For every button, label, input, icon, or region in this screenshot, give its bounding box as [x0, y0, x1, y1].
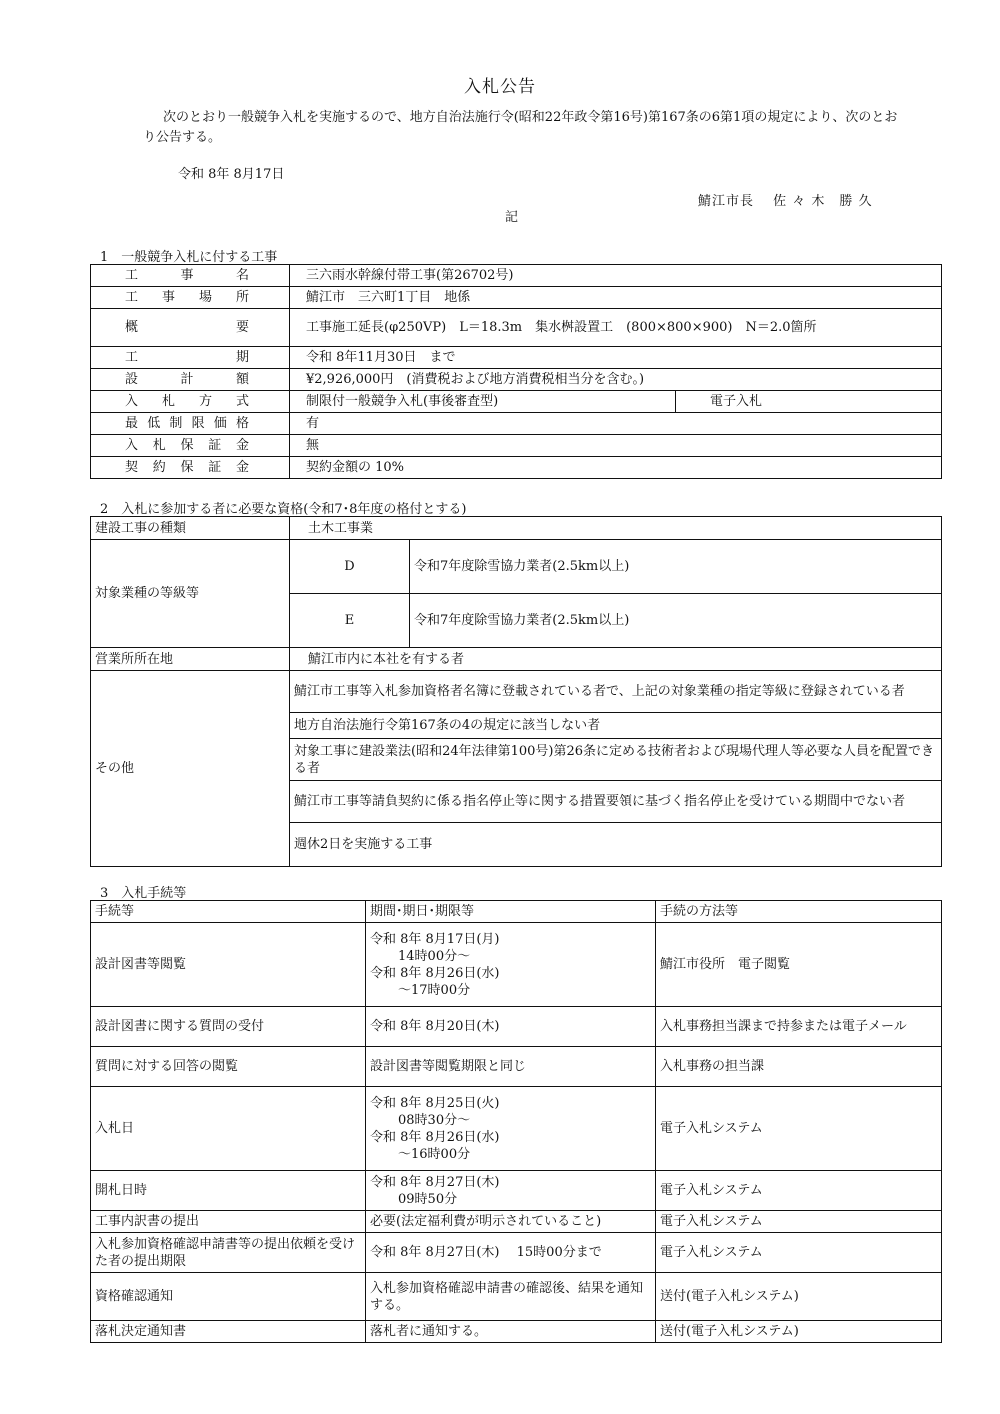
method-cell: 電子入札システム: [656, 1233, 942, 1273]
section1-row-value: 無: [290, 435, 942, 457]
period-line: 令和 8年 8月17日(月): [370, 931, 500, 947]
section1-row-value: ¥2,926,000円 (消費税および地方消費税相当分を含む。): [290, 369, 942, 391]
period-line: 令和 8年 8月20日(木): [370, 1019, 500, 1034]
grade-e: E: [290, 594, 410, 648]
label-char: 工: [125, 290, 139, 305]
label-char: 低: [147, 416, 161, 431]
table-row: [91, 923, 942, 1007]
label-char: 契: [125, 460, 139, 475]
label-char: 設: [125, 372, 139, 387]
period-line: 令和 8年 8月26日(水): [370, 1129, 500, 1145]
section1-row-value: 工事施工延長(φ250VP) L＝18.3m 集水桝設置工 (800×800×900) N＝2.0箇所: [290, 309, 942, 347]
section3-table: [90, 900, 942, 1343]
label-char: 入: [125, 438, 139, 453]
table-row: [91, 1211, 942, 1233]
label-char: 計: [180, 372, 194, 387]
section1-row-label: [91, 287, 290, 309]
type-value: 土木工事業: [290, 517, 942, 540]
section1-row-value: 三六雨水幹線付帯工事(第26702号): [290, 265, 942, 287]
period-line: 令和 8年 8月26日(水): [370, 965, 500, 981]
period-line: 設計図書等閲覧期限と同じ: [370, 1059, 527, 1074]
period-line: 令和 8年 8月27日(木): [370, 1174, 500, 1190]
period-line: 必要(法定福利費が明示されていること): [370, 1214, 602, 1229]
other-label: その他: [91, 671, 290, 867]
label-char: 事: [161, 290, 175, 305]
label-char: 保: [180, 438, 194, 453]
procedure-cell: 工事内訳書の提出: [91, 1211, 366, 1233]
section1-row-label: [91, 457, 290, 479]
table-row: [91, 1047, 942, 1087]
procedure-cell: 資格確認通知: [91, 1273, 366, 1321]
section1-row-label: [91, 413, 290, 435]
section1-row-label: [91, 265, 290, 287]
label-char: 金: [235, 438, 249, 453]
method-cell: 鯖江市役所 電子閲覧: [656, 923, 942, 1007]
procedure-cell: 質問に対する回答の閲覧: [91, 1047, 366, 1087]
section1-row-label: [91, 435, 290, 457]
method-cell: 入札事務担当課まで持参または電子メール: [656, 1007, 942, 1047]
label-char: 約: [152, 460, 166, 475]
label-char: 証: [208, 460, 222, 475]
section1-row-label: [91, 369, 290, 391]
period-line: 落札者に通知する。: [370, 1324, 488, 1339]
label-char: 保: [180, 460, 194, 475]
section1-row-value: 有: [290, 413, 942, 435]
office-label: 営業所所在地: [91, 648, 290, 671]
method-cell: 送付(電子入札システム): [656, 1321, 942, 1343]
label-char: 工: [125, 350, 139, 365]
period-cell: [366, 1321, 656, 1343]
notice-date: 令和 8年 8月17日: [178, 167, 285, 182]
label-char: 札: [161, 394, 175, 409]
table-row: [91, 1087, 942, 1171]
section1-row-value: 令和 8年11月30日 まで: [290, 347, 942, 369]
label-char: 証: [208, 438, 222, 453]
method-cell: 電子入札システム: [656, 1211, 942, 1233]
section1-heading: 1 一般競争入札に付する工事: [100, 250, 278, 265]
header-period: 期間･期日･期限等: [366, 901, 656, 923]
section1-row-value: 鯖江市 三六町1丁目 地係: [290, 287, 942, 309]
section1-row-label: [91, 347, 290, 369]
period-cell: [366, 1233, 656, 1273]
label-char: 工: [125, 268, 139, 283]
section1-row-value2: 電子入札: [676, 391, 942, 413]
period-line: 08時30分～: [398, 1112, 471, 1128]
label-char: 場: [198, 290, 212, 305]
table-row: [91, 1321, 942, 1343]
table-row: [91, 1171, 942, 1211]
header-procedure: 手続等: [91, 901, 366, 923]
procedure-cell: 設計図書等閲覧: [91, 923, 366, 1007]
label-char: 事: [180, 268, 194, 283]
period-line: 令和 8年 8月25日(火): [370, 1095, 500, 1111]
section1-table: [90, 264, 942, 479]
period-line: 14時00分～: [398, 948, 471, 964]
method-cell: 送付(電子入札システム): [656, 1273, 942, 1321]
page-title: 入札公告: [464, 77, 536, 97]
label-char: 額: [235, 372, 249, 387]
period-cell: [366, 923, 656, 1007]
label-char: 格: [235, 416, 249, 431]
other-item-4: 鯖江市工事等請負契約に係る指名停止等に関する措置要領に基づく指名停止を受けている期間中でない者: [290, 781, 942, 823]
table-row: [91, 1273, 942, 1321]
type-label: 建設工事の種類: [91, 517, 290, 540]
procedure-cell: 入札日: [91, 1087, 366, 1171]
period-cell: [366, 1273, 656, 1321]
period-cell: [366, 1171, 656, 1211]
section2-heading: 2 入札に参加する者に必要な資格(令和7･8年度の格付とする): [100, 502, 467, 517]
grade-d: D: [290, 540, 410, 594]
label-char: 概: [125, 320, 139, 335]
grade-e-note: 令和7年度除雪協力業者(2.5km以上): [410, 594, 942, 648]
period-line: ～16時00分: [398, 1146, 471, 1162]
procedure-cell: 落札決定通知書: [91, 1321, 366, 1343]
period-line: 入札参加資格確認申請書の確認後、結果を通知する。: [370, 1280, 644, 1313]
ki-mark: 記: [505, 210, 519, 225]
period-cell: [366, 1007, 656, 1047]
other-item-1: 鯖江市工事等入札参加資格者名簿に登載されている者で、上記の対象業種の指定等級に登録されている者: [290, 671, 942, 713]
table-row: [91, 1233, 942, 1273]
other-item-5: 週休2日を実施する工事: [290, 823, 942, 867]
label-char: 限: [191, 416, 205, 431]
office-value: 鯖江市内に本社を有する者: [290, 648, 942, 671]
period-cell: [366, 1087, 656, 1171]
table-row: [91, 1007, 942, 1047]
label-char: 札: [152, 438, 166, 453]
header-method: 手続の方法等: [656, 901, 942, 923]
section2-table: [90, 516, 942, 867]
label-char: 期: [235, 350, 249, 365]
other-item-2: 地方自治法施行令第167条の4の規定に該当しない者: [290, 713, 942, 739]
label-char: 式: [235, 394, 249, 409]
other-item-3: 対象工事に建設業法(昭和24年法律第100号)第26条に定める技術者および現場代理人等必要な人員を配置できる者: [290, 739, 942, 781]
period-line: 令和 8年 8月27日(木) 15時00分まで: [370, 1245, 602, 1260]
label-char: 最: [125, 416, 139, 431]
period-line: ～17時00分: [398, 982, 471, 998]
grade-d-note: 令和7年度除雪協力業者(2.5km以上): [410, 540, 942, 594]
section1-row-value: 契約金額の 10%: [290, 457, 942, 479]
label-char: 価: [213, 416, 227, 431]
label-char: 方: [198, 394, 212, 409]
method-cell: 電子入札システム: [656, 1171, 942, 1211]
label-char: 金: [235, 460, 249, 475]
label-char: 制: [169, 416, 183, 431]
procedure-cell: 設計図書に関する質問の受付: [91, 1007, 366, 1047]
procedure-cell: 開札日時: [91, 1171, 366, 1211]
label-char: 入: [125, 394, 139, 409]
period-cell: [366, 1211, 656, 1233]
intro-text: 次のとおり一般競争入札を実施するので、地方自治法施行令(昭和22年政令第16号)第167条の6第1項の規定により、次のとおり公告する。: [143, 110, 898, 145]
section3-heading: 3 入札手続等: [100, 886, 187, 901]
section1-row-label: [91, 391, 290, 413]
label-char: 所: [235, 290, 249, 305]
label-char: 要: [235, 320, 249, 335]
label-char: 名: [235, 268, 249, 283]
procedure-cell: 入札参加資格確認申請書等の提出依頼を受けた者の提出期限: [91, 1233, 366, 1273]
period-cell: [366, 1047, 656, 1087]
section1-row-label: [91, 309, 290, 347]
period-line: 09時50分: [398, 1191, 458, 1207]
mayor-name: 鯖江市長 佐 々 木 勝 久: [698, 194, 873, 209]
method-cell: 電子入札システム: [656, 1087, 942, 1171]
section1-row-value: 制限付一般競争入札(事後審査型): [290, 391, 676, 413]
grade-label: 対象業種の等級等: [91, 540, 290, 648]
method-cell: 入札事務の担当課: [656, 1047, 942, 1087]
